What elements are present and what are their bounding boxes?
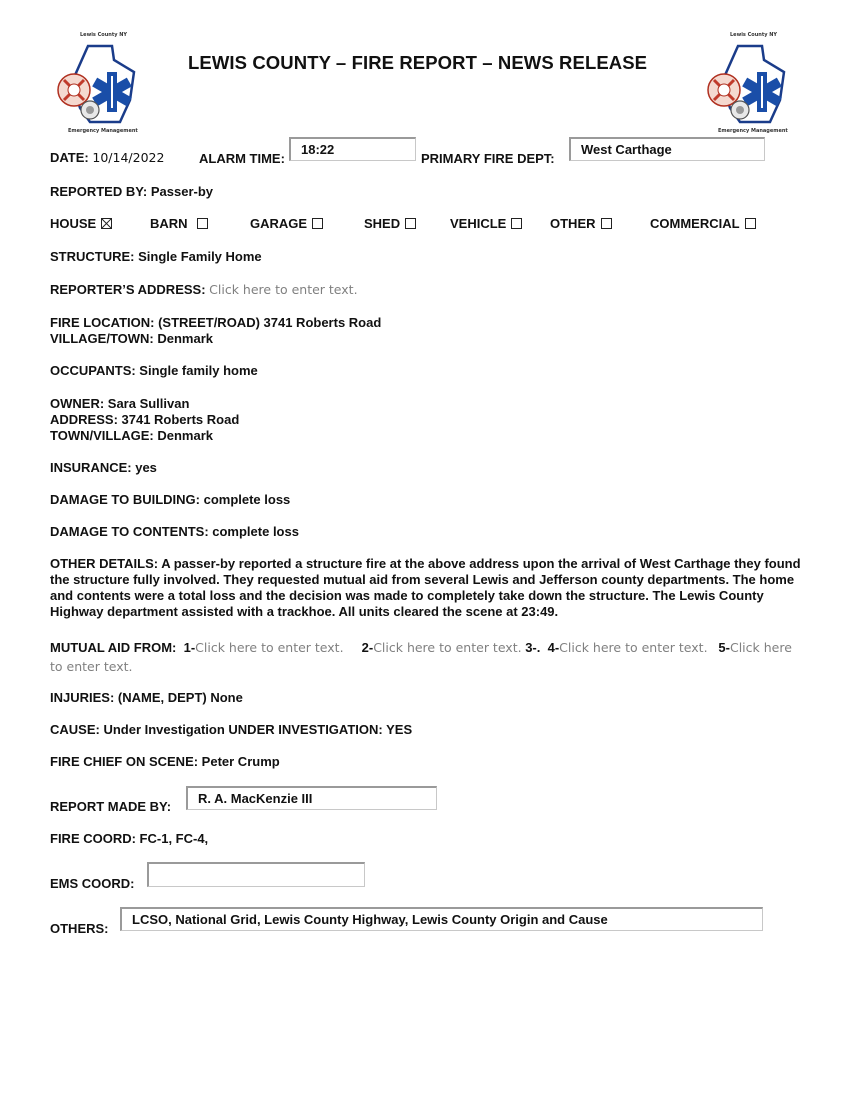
owner-town: TOWN/VILLAGE: Denmark <box>50 428 214 443</box>
mutual-aid-4-num: 4- <box>547 640 560 655</box>
reporter-address <box>50 282 358 297</box>
alarm-time-field[interactable]: 18:22 <box>289 137 416 161</box>
date-row <box>50 150 164 165</box>
emergency-management-emblem-icon <box>50 38 148 130</box>
garage-checkbox[interactable] <box>312 218 323 229</box>
primary-dept-field[interactable]: West Carthage <box>569 137 765 161</box>
commercial-checkbox[interactable] <box>745 218 756 229</box>
damage-contents: DAMAGE TO CONTENTS: complete loss <box>50 524 299 539</box>
type-house-label: HOUSE <box>50 216 97 231</box>
mutual-aid-5-num: 5- <box>718 640 730 655</box>
type-barn <box>150 216 208 231</box>
reporter-address-input[interactable]: Click here to enter text. <box>209 282 358 297</box>
owner: OWNER: Sara Sullivan <box>50 396 190 411</box>
fire-coord: FIRE COORD: FC-1, FC-4, <box>50 831 209 846</box>
primary-dept-label: PRIMARY FIRE DEPT: <box>421 151 555 166</box>
mutual-aid-2-input[interactable]: Click here to enter text. <box>373 640 522 655</box>
others-field[interactable]: LCSO, National Grid, Lewis County Highway, Lewis County Origin and Cause <box>120 907 763 931</box>
type-shed-label: SHED <box>364 216 401 231</box>
logo-bottom-caption: Emergency Management <box>68 128 138 134</box>
reported-by: REPORTED BY: Passer-by <box>50 184 214 199</box>
barn-checkbox[interactable] <box>197 218 208 229</box>
fire-chief: FIRE CHIEF ON SCENE: Peter Crump <box>50 754 280 769</box>
type-house <box>50 216 112 231</box>
type-vehicle <box>450 216 522 231</box>
mutual-aid-4-input[interactable]: Click here to enter text. <box>559 640 708 655</box>
mutual-aid-1-num: 1- <box>183 640 196 655</box>
report-made-by-label: REPORT MADE BY: <box>50 799 172 814</box>
type-commercial <box>650 216 756 231</box>
mutual-aid-5-input[interactable]: Click here to enter text. <box>50 640 792 674</box>
damage-building: DAMAGE TO BUILDING: complete loss <box>50 492 291 507</box>
type-vehicle-label: VEHICLE <box>450 216 507 231</box>
mutual-aid-3-num: 3-. <box>525 640 541 655</box>
ems-coord-field[interactable] <box>147 862 365 887</box>
type-shed <box>364 216 416 231</box>
type-garage <box>250 216 323 231</box>
mutual-aid-1-input[interactable]: Click here to enter text. <box>195 640 344 655</box>
type-other-label: OTHER <box>550 216 596 231</box>
vehicle-checkbox[interactable] <box>511 218 522 229</box>
page-title: LEWIS COUNTY – FIRE REPORT – NEWS RELEASE <box>188 52 648 73</box>
structure: STRUCTURE: Single Family Home <box>50 249 262 264</box>
reporter-address-label: REPORTER’S ADDRESS: <box>50 282 206 297</box>
report-made-by-field[interactable]: R. A. MacKenzie III <box>186 786 437 810</box>
type-other <box>550 216 612 231</box>
ems-coord-label: EMS COORD: <box>50 876 135 891</box>
mutual-aid-2-num: 2- <box>361 640 374 655</box>
insurance: INSURANCE: yes <box>50 460 157 475</box>
village-town: VILLAGE/TOWN: Denmark <box>50 331 214 346</box>
other-checkbox[interactable] <box>601 218 612 229</box>
alarm-time-label: ALARM TIME: <box>199 151 285 166</box>
logo-left <box>50 32 148 136</box>
cause: CAUSE: Under Investigation UNDER INVESTIGATION: YES <box>50 722 413 737</box>
date-label: DATE: <box>50 150 89 165</box>
logo-right <box>700 32 798 136</box>
fire-location: FIRE LOCATION: (STREET/ROAD) 3741 Roberts Road <box>50 315 382 330</box>
date-value: 10/14/2022 <box>92 150 165 165</box>
mutual-aid-label: MUTUAL AID FROM: <box>50 640 177 655</box>
injuries: INJURIES: (NAME, DEPT) None <box>50 690 243 705</box>
occupants: OCCUPANTS: Single family home <box>50 363 258 378</box>
shed-checkbox[interactable] <box>405 218 416 229</box>
emergency-management-emblem-icon <box>700 38 798 130</box>
logo-top-caption: Lewis County NY <box>730 32 778 38</box>
type-barn-label: BARN <box>150 216 188 231</box>
mutual-aid <box>50 638 802 676</box>
logo-top-caption: Lewis County NY <box>80 32 128 38</box>
other-details: OTHER DETAILS: A passer-by reported a structure fire at the above address upon the arrival of West Carthage they found the structure fully involved. They requested mutual aid from several Lewis and Jefferson county departments. The home and contents were a total loss and the decision was made to completely take down the structure. The Lewis County Highway department assisted with a trackhoe. All units cleared the scene at 23:49. <box>50 556 801 619</box>
others-label: OTHERS: <box>50 921 109 936</box>
type-garage-label: GARAGE <box>250 216 308 231</box>
type-commercial-label: COMMERCIAL <box>650 216 740 231</box>
house-checkbox[interactable] <box>101 218 112 229</box>
owner-address: ADDRESS: 3741 Roberts Road <box>50 412 240 427</box>
logo-bottom-caption: Emergency Management <box>718 128 788 134</box>
